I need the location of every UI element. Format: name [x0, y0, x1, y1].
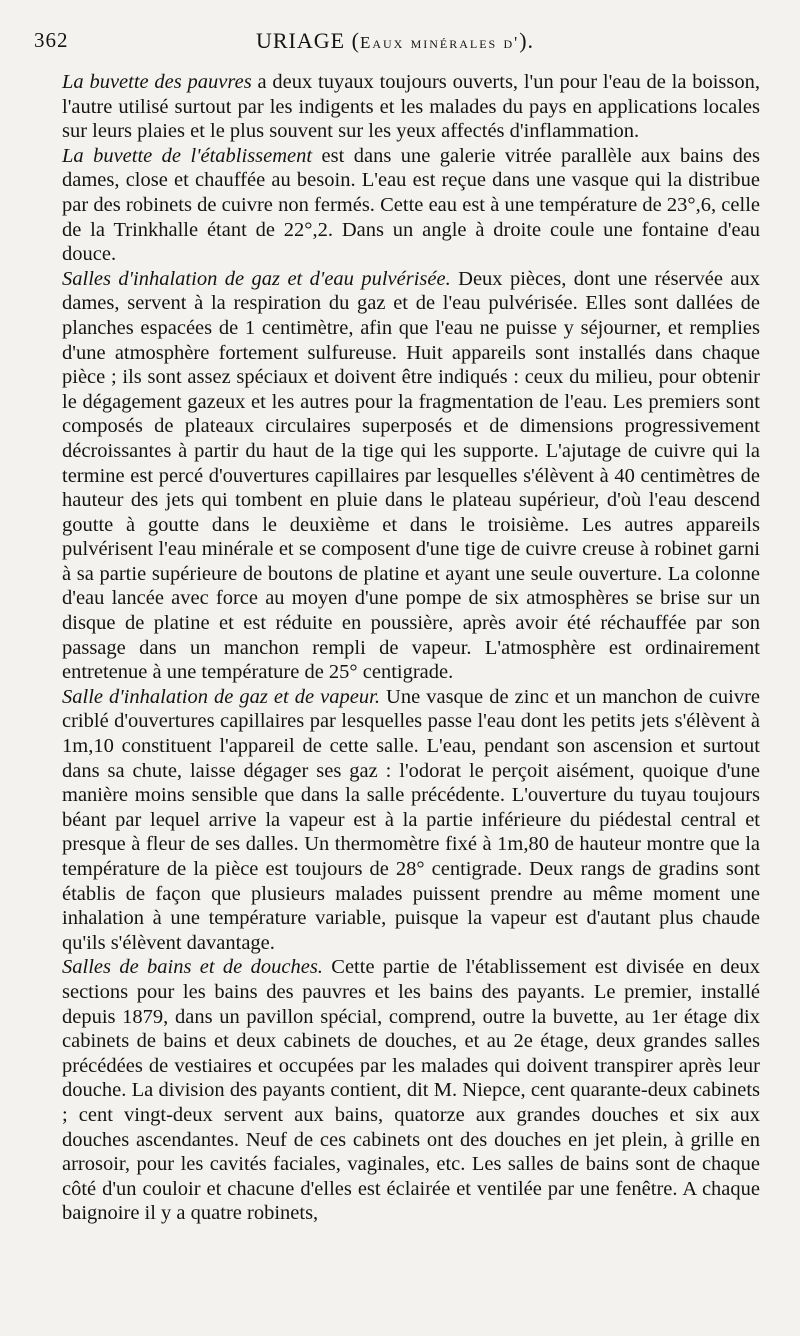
paragraph-buvette-pauvres: [62, 70, 760, 144]
body-text: [62, 70, 760, 1226]
running-title-paren-open: (: [351, 28, 360, 53]
paragraph-text: Cette partie de l'établissement est divisée en deux sections pour les bains des pauvres et les bains des payants. Le premier, installé depuis 1879, dans un pavillon spécial, comprend, outre la buvette, au 1er étage dix cabinets de bains et deux cabinets de douches, et au 2e étage, deux grandes salles précédées de vestiaires et occupées par les malades qui doivent transpirer après leur douche. La division des payants contient, dit M. Niepce, cent quarante-deux cabinets ; cent vingt-deux servent aux bains, quatorze aux grandes douches et six aux douches ascendantes. Neuf de ces cabinets ont des douches en jet plein, à grille en arrosoir, pour les cavités faciales, vaginales, etc. Les salles de bains sont de chaque côté d'un couloir et chacune d'elles est éclairée et ventilée par une fenêtre. A chaque baignoire il y a quatre robinets,: [62, 956, 761, 1225]
paragraph-lead: Salle d'inhalation de gaz et de vapeur.: [62, 685, 380, 708]
paragraph-lead: Salles de bains et de douches.: [62, 956, 323, 979]
paragraph-inhalation-vapeur: [62, 685, 760, 956]
paragraph-buvette-etablissement: [62, 144, 760, 267]
paragraph-lead: La buvette de l'établissement: [62, 144, 313, 167]
running-title-paren-close: ).: [519, 28, 535, 53]
paragraph-bains-douches: [62, 955, 760, 1226]
paragraph-lead: La buvette des pauvres: [62, 71, 252, 93]
paragraph-lead: Salles d'inhalation de gaz et d'eau pulvérisée.: [62, 267, 451, 290]
running-title: [256, 28, 534, 54]
paragraph-text: a deux tuyaux toujours ouverts, l'un pour l'eau de la boisson, l'autre utilisé surtout par les indigents et les malades du pays en applications locales sur leurs plaies et le plus souvent sur les yeux affectés d'inflammation.: [62, 71, 761, 143]
paragraph-text: Deux pièces, dont une réservée aux dames, servent à la respiration du gaz et de l'eau pulvérisée. Elles sont dallées de planches espacées de 1 centimètre, afin que l'eau ne puisse y séjourner, et remplies d'une atmosphère fortement sulfureuse. Huit appareils sont installés dans chaque pièce ; ils sont assez spéciaux et doivent être indiqués : ceux du milieu, pour obtenir le dégagement gazeux et les autres pour la fragmentation de l'eau. Les premiers sont composés de plateaux circulaires superposés et de dimensions progressivement décroissantes à partir du haut de la tige qui les supporte. L'ajutage de cuivre qui la termine est percé d'ouvertures capillaires par lesquelles s'élèvent à 40 centimètres de hauteur des jets qui tombent en pluie dans le plateau supérieur, d'où l'eau descend goutte à goutte dans le deuxième et dans le troisième. Les autres appareils pulvérisent l'eau minérale et se composent d'une tige de cuivre creuse à robinet garni à sa partie supérieure de boutons de platine et ayant une seule ouverture. La colonne d'eau lancée avec force au moyen d'une pompe de six atmosphères se brise sur un disque de platine et est réduite en poussière, après avoir été réchauffée par son passage dans un manchon rempli de vapeur. L'atmosphère est ordinairement entretenue à une température de 25° centigrade.: [62, 267, 760, 684]
paragraph-inhalation-eau-pulverisee: [62, 267, 760, 685]
page-number: 362: [34, 28, 69, 52]
paragraph-text: est dans une galerie vitrée parallèle aux bains des dames, close et chauffée au besoin. L'eau est reçue dans une vasque qui la distribue par des robinets de cuivre non fermés. Cette eau est à une température de 23°,6, celle de la Trinkhalle étant de 22°,2. Dans un angle à droite coule une fontaine d'eau douce.: [62, 144, 760, 266]
paragraph-text: Une vasque de zinc et un manchon de cuivre criblé d'ouvertures capillaires par lesquelles passe l'eau dont les petits jets s'élèvent à 1m,10 constituent l'appareil de cette salle. L'eau, pendant son ascension et surtout dans sa chute, laisse dégager ses gaz : l'odorat le perçoit aisément, quoique d'une manière moins sensible que dans la salle précédente. L'ouverture du tuyau toujours béant par lequel arrive la vapeur est à la partie inférieure du piédestal central et presque à fleur de ses dalles. Un thermomètre fixé à 1m,80 de hauteur montre que la température de la pièce est toujours de 28° centigrade. Deux rangs de gradins sont établis de façon que plusieurs malades puissent prendre au même moment une inhalation à une température variable, puisque la vapeur est d'autant plus chaude qu'ils s'élèvent davantage.: [62, 685, 761, 954]
running-title-main: URIAGE: [256, 28, 346, 53]
running-title-sub: Eaux minérales d': [359, 33, 520, 52]
page-header: [34, 22, 760, 56]
